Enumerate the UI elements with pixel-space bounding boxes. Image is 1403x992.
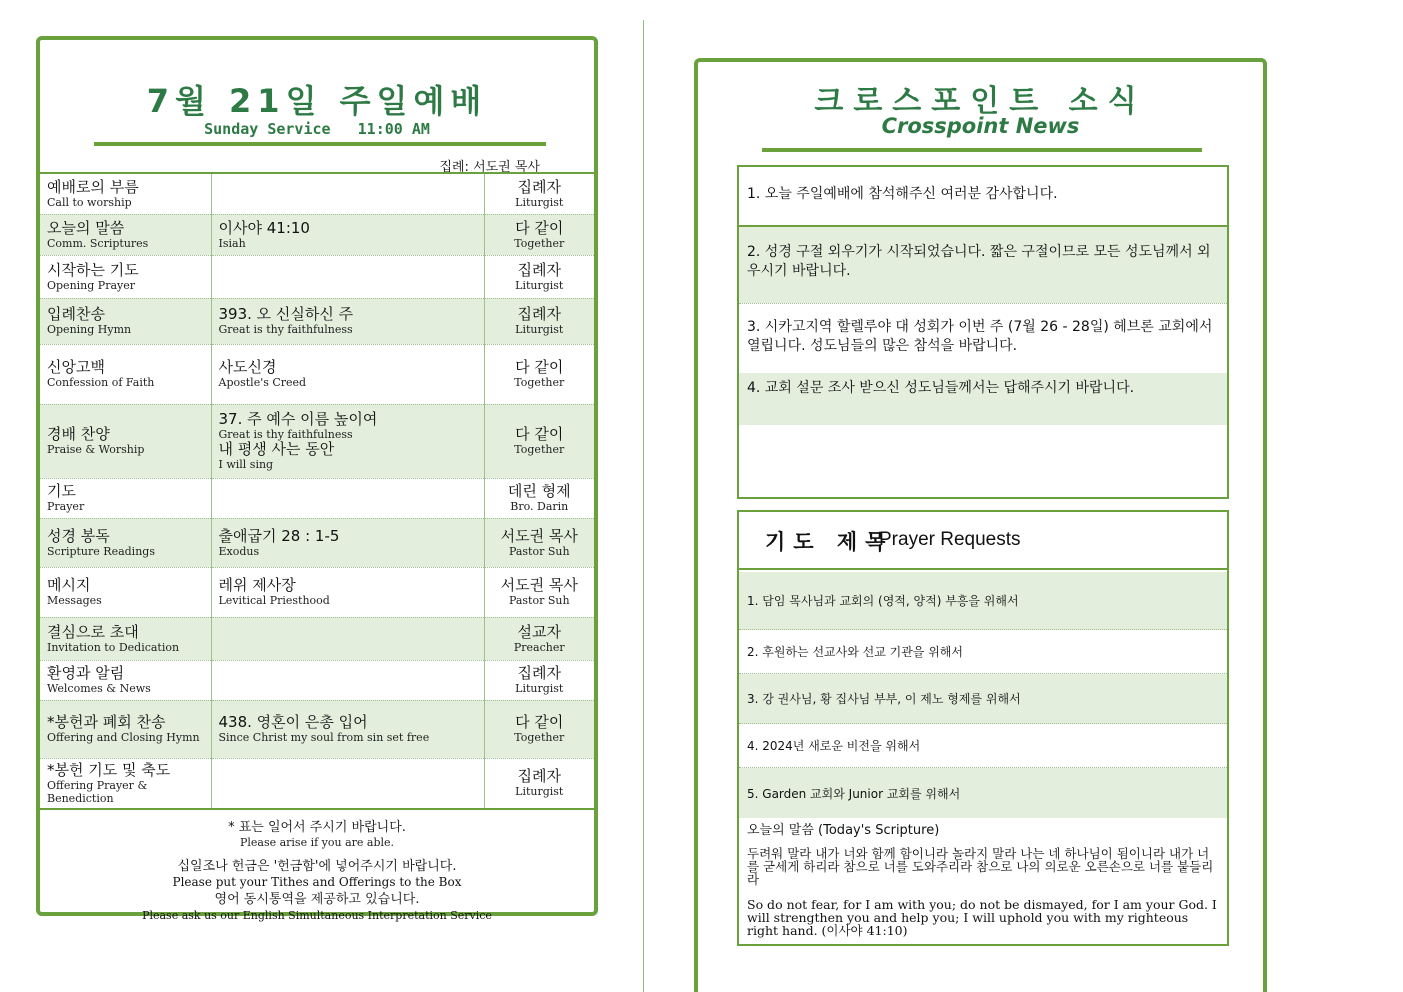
prayer-item: 2. 후원하는 선교사와 선교 기관을 위해서 [739, 630, 1227, 674]
scripture-korean: 두려워 말라 내가 너와 함께 함이니라 놀라지 말라 나는 네 하나님이 됨이니라 내가 너를 굳세게 하리라 참으로 너를 도와주리라 참으로 나의 의로운 오른손으로 너를 붙들리라 [747, 846, 1214, 887]
item-name-en: Call to worship [47, 195, 132, 209]
table-row [40, 758, 594, 809]
item-content: 438. 영혼이 은총 입어 [218, 713, 368, 731]
item-name-en: Confession of Faith [47, 376, 155, 389]
item-name-en: Prayer [47, 500, 85, 513]
item-name: 오늘의 말씀 [47, 218, 125, 237]
item-name-en: Messages [47, 594, 102, 607]
item-name: 결심으로 초대 [47, 622, 139, 641]
interpretation-note: 영어 동시통역을 제공하고 있습니다. [214, 892, 420, 907]
item-name-en: Opening Hymn [47, 323, 132, 336]
prayer-title: 기도 제목 [765, 530, 894, 554]
table-row [40, 617, 594, 660]
item-name: 메시지 [47, 576, 91, 594]
offering-note: 십일조나 헌금은 '헌금함'에 넣어주시기 바랍니다. [177, 859, 457, 874]
item-name-en: Comm. Scriptures [47, 236, 149, 250]
leader: 다 같이 [515, 713, 564, 731]
stand-note-en: Please arise if you are able. [239, 836, 395, 849]
item-name-en: Welcomes & News [47, 682, 151, 695]
leader-en: Bro. Darin [510, 500, 569, 513]
news-panel [694, 58, 1267, 992]
leader: 데린 형제 [507, 482, 571, 500]
item-name-en: Praise & Worship [47, 443, 145, 456]
table-row [40, 660, 594, 700]
item-name: *봉헌과 폐회 찬송 [47, 713, 166, 731]
item-content-en: Great is thy faithfulness [218, 428, 353, 441]
item-name-en: Offering and Closing Hymn [47, 731, 200, 744]
item-content-en: Great is thy faithfulness [218, 323, 353, 336]
table-row [40, 298, 594, 344]
news-item: 2. 성경 구절 외우기가 시작되었습니다. 짧은 구절이므로 모든 성도님께서 외우시기 바랍니다. [739, 225, 1227, 303]
item-content-en: Since Christ my soul from sin set free [218, 731, 430, 744]
leader: 집례자 [517, 664, 561, 682]
news-title-rule [762, 148, 1202, 152]
news-item: 3. 시카고지역 할렐루야 대 성회가 이번 주 (7월 26 - 28일) 헤브론 교회에서 열립니다. 성도님들의 많은 참석을 바랍니다. [739, 303, 1227, 373]
item-name: 예배로의 부름 [47, 177, 139, 196]
prayer-item: 4. 2024년 새로운 비전을 위해서 [739, 724, 1227, 768]
item-name: 기도 [47, 482, 76, 500]
service-title: 7월 21일 주일예배 [146, 82, 488, 120]
table-row [40, 255, 594, 298]
prayer-header [739, 512, 1227, 570]
item-name: *봉헌 기도 및 축도 [47, 760, 171, 779]
leader-en: Liturgist [515, 785, 564, 798]
prayer-title-en: Prayer Requests [879, 529, 1021, 550]
table-row [40, 518, 594, 567]
table-row [40, 214, 594, 255]
leader-en: Liturgist [515, 682, 564, 695]
page-fold-line [643, 20, 644, 992]
title-rule [94, 142, 546, 146]
prayer-item: 5. Garden 교회와 Junior 교회를 위해서 [739, 768, 1227, 818]
leader-en: Together [514, 376, 565, 389]
table-row [40, 173, 594, 214]
leader: 서도권 목사 [500, 576, 578, 594]
prayer-item: 1. 담임 목사님과 교회의 (영적, 양적) 부흥을 위해서 [739, 572, 1227, 630]
item-content: 레위 제사장 [218, 576, 296, 594]
table-row [40, 700, 594, 758]
offering-note-en: Please put your Tithes and Offerings to the Box [172, 875, 462, 889]
leader-en: Preacher [513, 640, 565, 654]
leader: 집례자 [517, 260, 561, 279]
item-content-en: Exodus [218, 544, 260, 558]
item-content-en: Isiah [218, 236, 246, 250]
news-item: 1. 오늘 주일예배에 참석해주신 여러분 감사합니다. [747, 186, 1058, 202]
leader-en: Liturgist [515, 195, 564, 209]
leader: 설교자 [517, 622, 561, 641]
order-of-service-table [40, 172, 594, 810]
leader: 다 같이 [515, 218, 564, 237]
news-item: 4. 교회 설문 조사 받으신 성도님들께서는 답해주시기 바랍니다. [739, 373, 1227, 425]
leader: 집례자 [517, 177, 561, 196]
service-subtitle: Sunday Service 11:00 AM [204, 120, 430, 138]
leader: 서도권 목사 [500, 526, 578, 545]
scripture-english: So do not fear, for I am with you; do not be dismayed, for I am your God. I will strengthen you and help you; I will uphold you with my righteous right hand. (이사야 41:10) [747, 897, 1217, 938]
leader: 집례자 [517, 767, 561, 785]
table-row [40, 404, 594, 478]
item-name-en: Opening Prayer [47, 278, 135, 292]
leader-en: Liturgist [515, 278, 564, 292]
item-content: 393. 오 신실하신 주 [218, 305, 354, 323]
item-content: 사도신경 [218, 358, 277, 376]
item-name: 환영과 알림 [47, 664, 125, 682]
table-row [40, 478, 594, 518]
news-title: 크로스포인트 소식 [814, 84, 1147, 119]
item-name: 시작하는 기도 [47, 260, 139, 279]
leader-en: Liturgist [515, 323, 564, 336]
item-name-en: Invitation to Dedication [47, 640, 180, 654]
scripture-block [739, 824, 1227, 937]
leader-en: Pastor Suh [508, 594, 570, 607]
item-content-second: 내 평생 사는 동안 [218, 440, 335, 458]
item-name-en: Offering Prayer & Benediction [47, 778, 148, 805]
leader: 다 같이 [515, 425, 564, 443]
prayer-requests-box [737, 510, 1229, 946]
item-content: 37. 주 예수 이름 높이여 [218, 410, 378, 428]
prayer-item: 3. 강 권사님, 황 집사님 부부, 이 제노 형제를 위해서 [739, 674, 1227, 724]
scripture-heading: 오늘의 말씀 (Today's Scripture) [747, 823, 940, 838]
leader-en: Together [514, 236, 565, 250]
item-name: 성경 봉독 [47, 526, 110, 545]
leader-en: Pastor Suh [508, 544, 570, 558]
item-content-en: Levitical Priesthood [218, 594, 330, 607]
item-name: 입례찬송 [47, 305, 105, 323]
item-name-en: Scripture Readings [47, 544, 155, 558]
table-row [40, 344, 594, 404]
item-content: 이사야 41:10 [218, 218, 310, 237]
interpretation-note-en: Please ask us our English Simultaneous Interpretation Service [142, 909, 492, 922]
officiant-label: 집례: 서도권 목사 [439, 160, 540, 175]
leader: 다 같이 [515, 358, 564, 376]
news-title-en: Crosspoint News [881, 114, 1080, 138]
item-content: 출애굽기 28 : 1-5 [218, 526, 340, 545]
item-content-en: Apostle's Creed [218, 376, 307, 389]
item-content-second-en: I will sing [218, 458, 274, 471]
table-row [40, 567, 594, 617]
news-box [737, 165, 1229, 499]
leader: 집례자 [517, 305, 561, 323]
item-name: 경배 찬양 [47, 425, 110, 443]
stand-note: * 표는 일어서 주시기 바랍니다. [228, 820, 406, 835]
service-order-panel [36, 36, 598, 922]
leader-en: Together [514, 731, 565, 744]
item-name: 신앙고백 [47, 358, 105, 376]
footer-notes [40, 820, 594, 923]
leader-en: Together [514, 443, 565, 456]
